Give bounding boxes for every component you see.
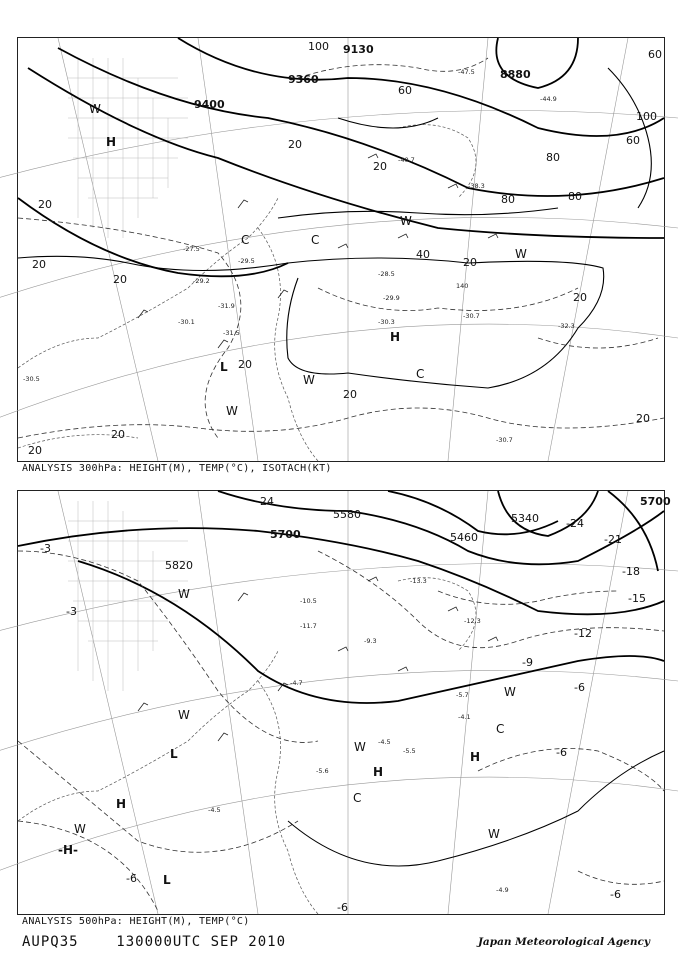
isotach-label: 20 — [573, 291, 587, 304]
temperature-label: -4.5 — [208, 806, 221, 814]
warm-center-marker: W — [504, 685, 516, 699]
isotherm-label: -24 — [566, 517, 584, 530]
cold-center-marker: C — [416, 367, 425, 381]
chart-identifier — [22, 934, 286, 950]
warm-center-marker: W — [515, 247, 527, 261]
warm-center-marker: W — [488, 827, 500, 841]
isotherm-label: -18 — [622, 565, 640, 578]
temperature-label: -38.3 — [468, 182, 485, 190]
height-contours — [18, 38, 664, 276]
temperature-label: -5.5 — [403, 747, 416, 755]
warm-center-marker: W — [178, 587, 190, 601]
graticule — [0, 491, 678, 914]
high-pressure-marker: H — [470, 750, 481, 764]
temperature-label: -4.5 — [378, 738, 391, 746]
isotherm-label: -12 — [574, 627, 592, 640]
low-pressure-marker: L — [170, 747, 178, 761]
map-500hpa-svg — [18, 491, 671, 914]
isotach-label: 80 — [501, 193, 515, 206]
temperature-label: -5.6 — [316, 767, 329, 775]
isotach-label: 80 — [568, 190, 582, 203]
temperature-label: -30.5 — [23, 375, 40, 383]
isotach-label: 20 — [38, 198, 52, 211]
height-label: 100 — [308, 40, 329, 53]
temperature-label: -29.2 — [193, 277, 210, 285]
high-pressure-marker: H — [373, 765, 384, 779]
warm-center-marker: W — [354, 740, 366, 754]
isotach-label: 20 — [463, 256, 477, 269]
low-pressure-marker: L — [163, 873, 171, 887]
isotherm-label: -3 — [66, 605, 77, 618]
warm-center-marker: W — [303, 373, 315, 387]
temperature-label: -27.5 — [183, 245, 200, 253]
isotach-label: 60 — [648, 48, 662, 61]
height-label: 5700 — [640, 495, 671, 508]
cold-center-marker: C — [353, 791, 362, 805]
height-label: 9130 — [343, 43, 374, 56]
isotach-label: 20 — [238, 358, 252, 371]
isotach-label: 100 — [636, 110, 657, 123]
isotherm-contour-solid — [288, 751, 664, 866]
high-pressure-marker: H — [106, 135, 117, 149]
isotherm-label: -6 — [574, 681, 585, 694]
temperature-label: -29.5 — [238, 257, 255, 265]
isotherm-label: -9 — [522, 656, 533, 669]
low-pressure-marker: L — [220, 360, 228, 374]
high-pressure-marker: H — [390, 330, 401, 344]
isotherm-label: -6 — [337, 901, 348, 914]
isotach-label: 20 — [343, 388, 357, 401]
temperature-label: -30.7 — [496, 436, 513, 444]
high-pressure-marker: -H- — [58, 843, 79, 857]
isotherm-label: -21 — [604, 533, 622, 546]
valid-time: 130000UTC SEP 2010 — [116, 934, 287, 950]
isotach-label: 20 — [28, 444, 42, 457]
cold-center-marker: C — [311, 233, 320, 247]
isotach-label: 20 — [636, 412, 650, 425]
coastlines — [18, 578, 476, 914]
height-label: 5580 — [333, 508, 361, 521]
isotherm-label: -3 — [40, 542, 51, 555]
cold-center-marker: C — [241, 233, 250, 247]
isotach-label: 60 — [398, 84, 412, 97]
isotach-label: 20 — [113, 273, 127, 286]
temperature-label: -11.7 — [300, 622, 317, 630]
isotherm-label: -15 — [628, 592, 646, 605]
temperature-label: -30.3 — [378, 318, 395, 326]
temperature-label: -12.3 — [464, 617, 481, 625]
agency-name: Japan Meteorological Agency — [477, 936, 650, 948]
temperature-label: -10.5 — [300, 597, 317, 605]
warm-center-marker: W — [226, 404, 238, 418]
temperature-label: -30.1 — [178, 318, 195, 326]
temperature-label: -29.9 — [383, 294, 400, 302]
terrain-hatching — [68, 501, 188, 691]
isotach-label: 80 — [546, 151, 560, 164]
height-label: 8880 — [500, 68, 531, 81]
temperature-label: -30.7 — [463, 312, 480, 320]
temperature-label: -5.7 — [456, 691, 469, 699]
isotach-label: 20 — [288, 138, 302, 151]
temperature-label: -40.7 — [398, 156, 415, 164]
height-label: 5700 — [270, 528, 301, 541]
graticule — [0, 38, 678, 461]
temperature-label: -4.1 — [458, 713, 471, 721]
height-label: 5340 — [511, 512, 539, 525]
temperature-label: -4.7 — [290, 679, 303, 687]
isotach-label: 20 — [373, 160, 387, 173]
chart-code: AUPQ35 — [22, 934, 79, 950]
warm-center-marker: W — [89, 102, 101, 116]
isotherm-label: -24 — [256, 495, 274, 508]
isotach-label: 20 — [32, 258, 46, 271]
temperature-label: -9.3 — [364, 637, 377, 645]
temperature-label: -31.5 — [223, 329, 240, 337]
wind-barbs — [138, 577, 498, 741]
panel-caption-300hpa: ANALYSIS 300hPa: HEIGHT(M), TEMP(°C), ISOTACH(KT) — [22, 463, 332, 474]
height-label: 9400 — [194, 98, 225, 111]
temperature-label: -4.9 — [496, 886, 509, 894]
height-label: 5460 — [450, 531, 478, 544]
temperature-label: -13.3 — [410, 577, 427, 585]
isotherm-label: -6 — [126, 872, 137, 885]
map-panel-300hpa — [17, 37, 665, 462]
height-label: 9360 — [288, 73, 319, 86]
isotach-label: 60 — [626, 134, 640, 147]
temperature-label: -28.5 — [378, 270, 395, 278]
warm-center-marker: W — [178, 708, 190, 722]
map-panel-500hpa — [17, 490, 671, 915]
temperature-label: -47.5 — [458, 68, 475, 76]
panel-caption-500hpa: ANALYSIS 500hPa: HEIGHT(M), TEMP(°C) — [22, 916, 250, 927]
high-pressure-marker: H — [116, 797, 127, 811]
isotach-label: 20 — [111, 428, 125, 441]
isotherms — [18, 58, 664, 438]
warm-center-marker: W — [74, 822, 86, 836]
isotherm-label: -6 — [610, 888, 621, 901]
height-label: 5820 — [165, 559, 193, 572]
map-300hpa-svg — [18, 38, 664, 461]
cold-center-marker: C — [496, 722, 505, 736]
grid-label: 140 — [456, 282, 469, 290]
temperature-label: -44.9 — [540, 95, 557, 103]
temperature-label: -31.9 — [218, 302, 235, 310]
warm-center-marker: W — [400, 214, 412, 228]
coastlines — [18, 125, 476, 461]
temperature-label: -32.3 — [558, 322, 575, 330]
isotherm-label: -6 — [556, 746, 567, 759]
isotach-label: 40 — [416, 248, 430, 261]
